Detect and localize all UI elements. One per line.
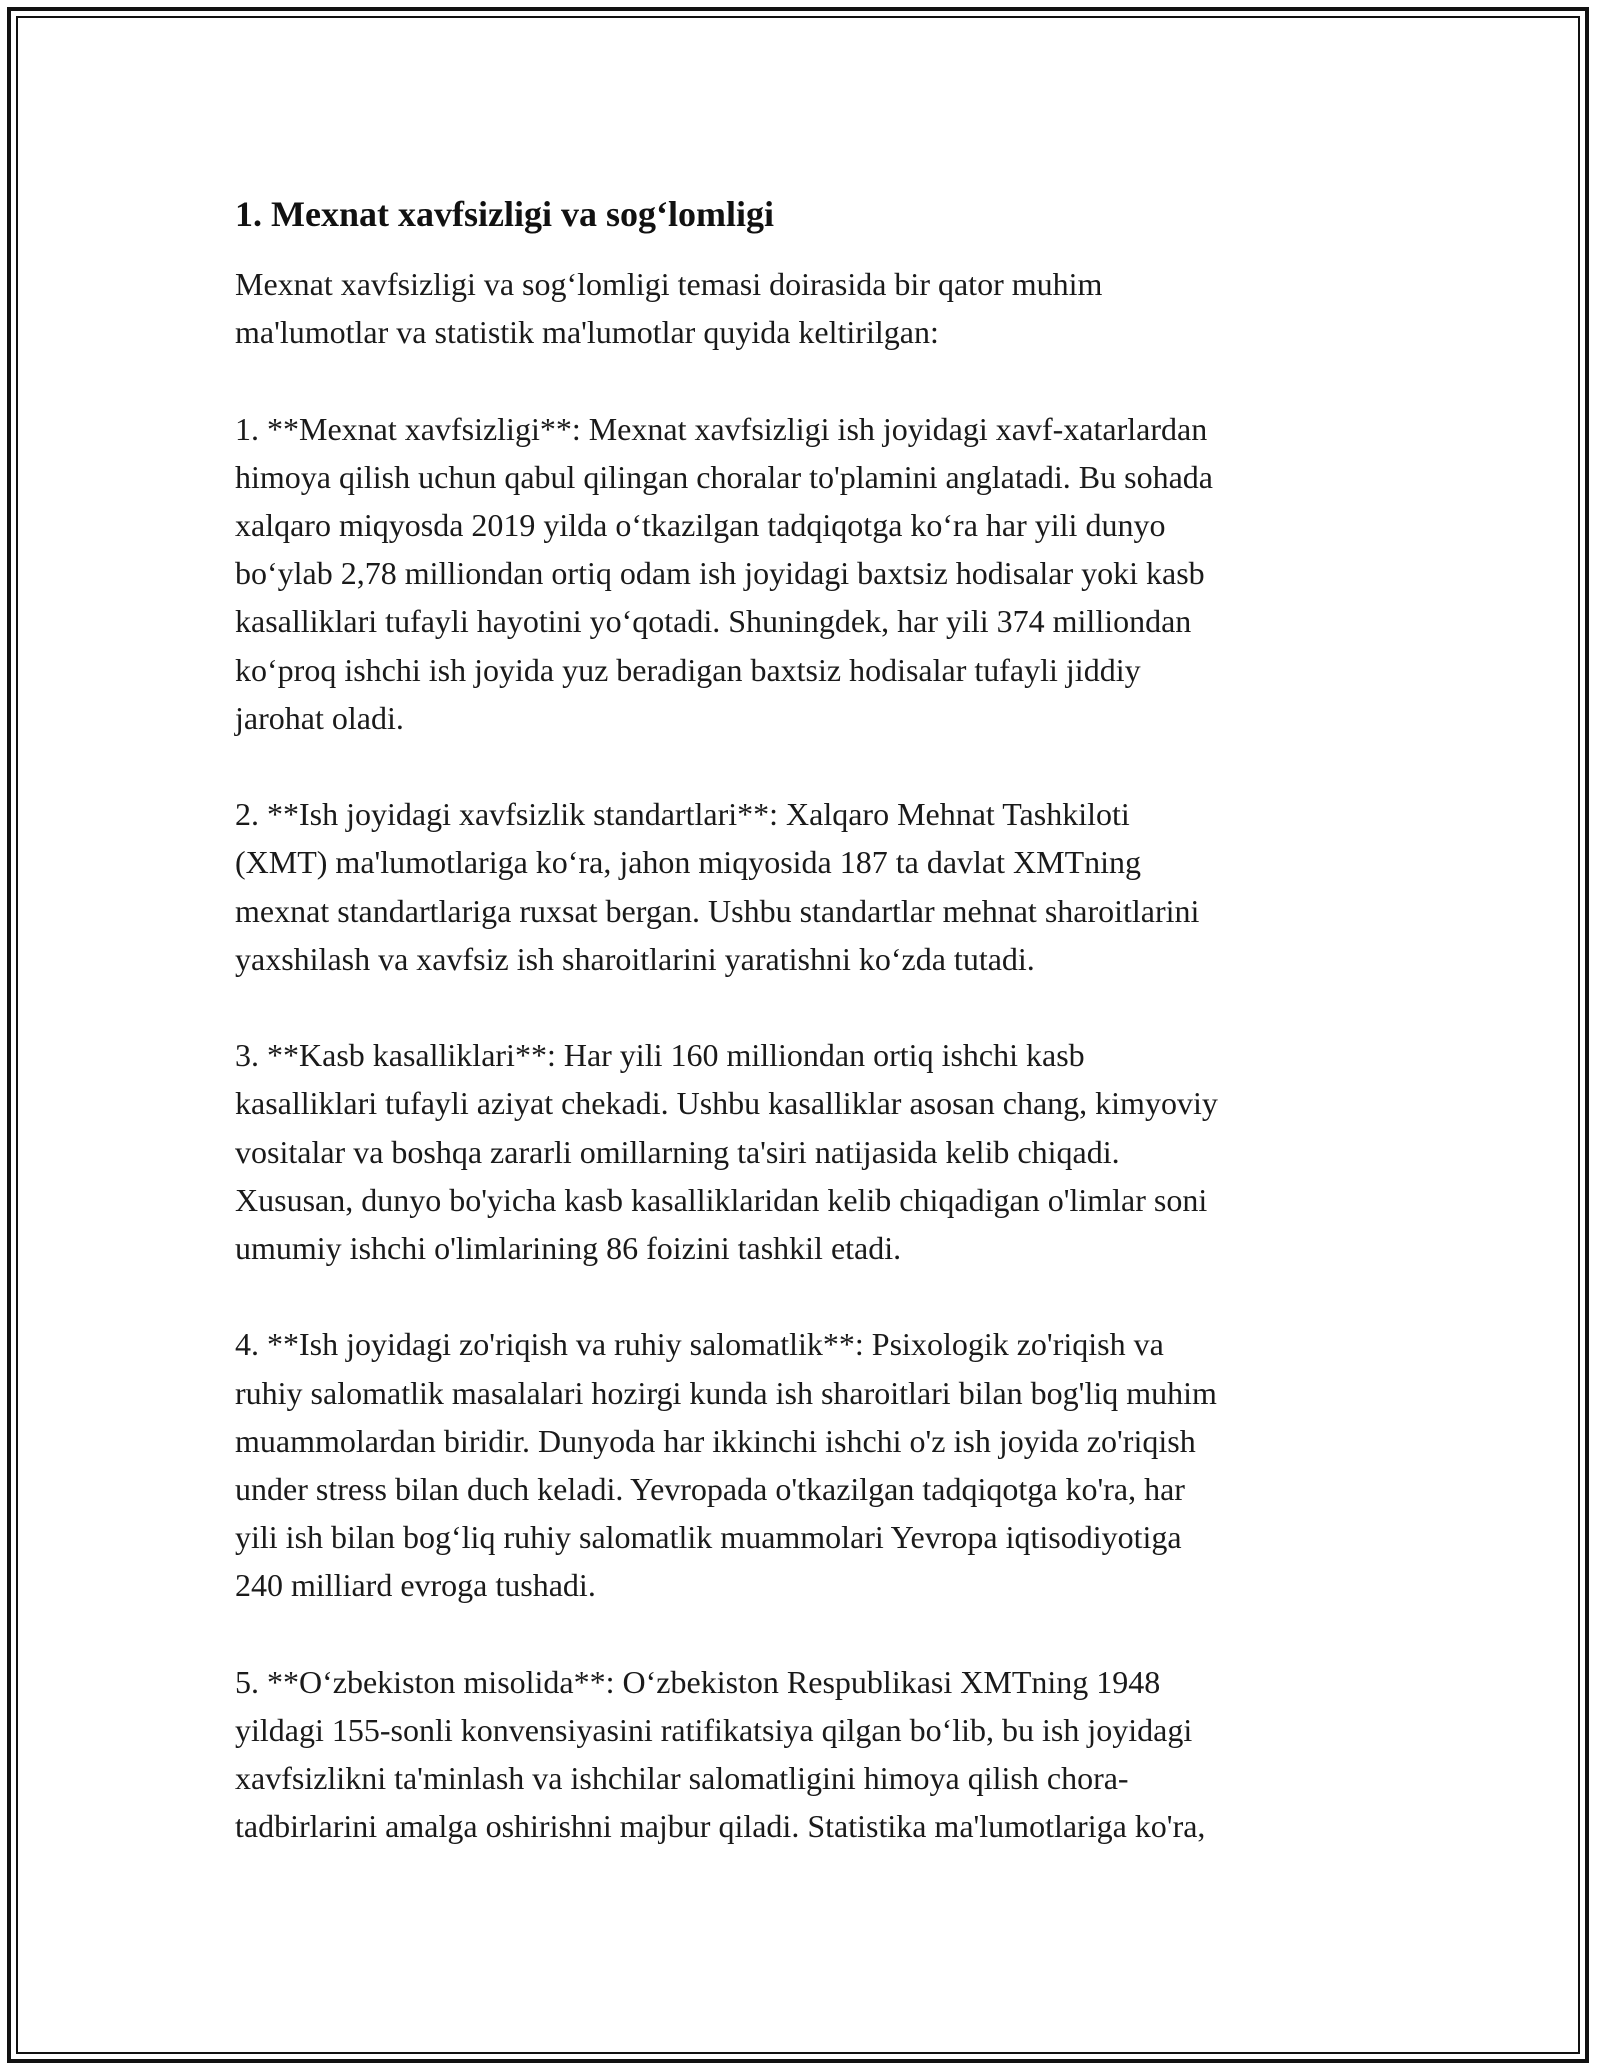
paragraph-ozbekiston-misolida: 5. **O‘zbekiston misolida**: O‘zbekiston Respublikasi XMTning 1948 yildagi 155-sonli konvensiyasini ratifikatsiya qilgan bo‘lib, bu ish joyidagi xavfsizlikni ta'minlash va ishchilar salomatligini himoya qilish chora- tadbirlarini amalga oshirishni majbur qiladi. Statistika ma'lumotlariga ko'ra, <box>235 1663 1206 1845</box>
section-heading: 1. Mexnat xavfsizligi va sog‘lomligi <box>235 194 774 234</box>
paragraph-xavfsizlik-standartlari: 2. **Ish joyidagi xavfsizlik standartlari**: Xalqaro Mehnat Tashkiloti (XMT) ma'lumotlariga ko‘ra, jahon miqyosida 187 ta davlat XMTning mexnat standartlariga ruxsat bergan. Ushbu standartlar mehnat sharoitlarini yaxshilash va xavfsiz ish sharoitlarini yaratishni ko‘zda tutadi. <box>235 796 1200 977</box>
document-body <box>235 188 1380 1899</box>
intro-paragraph: Mexnat xavfsizligi va sog‘lomligi temasi doirasida bir qator muhim ma'lumotlar va statistik ma'lumotlar quyida keltirilgan: <box>235 266 1103 351</box>
paragraph-ruhiy-salomatlik: 4. **Ish joyidagi zo'riqish va ruhiy salomatlik**: Psixologik zo'riqish va ruhiy salomatlik masalalari hozirgi kunda ish sharoitlari bilan bog'liq muhim muammolardan biridir. Dunyoda har ikkinchi ishchi o'z ish joyida zo'riqish under stress bilan duch keladi. Yevropada o'tkazilgan tadqiqotga ko'ra, har yili ish bilan bog‘liq ruhiy salomatlik muammolari Yevropa iqtisodiyotiga 240 milliard evroga tushadi. <box>235 1326 1217 1604</box>
paragraph-kasb-kasalliklari: 3. **Kasb kasalliklari**: Har yili 160 milliondan ortiq ishchi kasb kasalliklari tufayli aziyat chekadi. Ushbu kasalliklar asosan chang, kimyoviy vositalar va boshqa zararli omillarning ta'siri natijasida kelib chiqadi. Xususan, dunyo bo'yicha kasb kasalliklaridan kelib chiqadigan o'limlar soni umumiy ishchi o'limlarining 86 foizini tashkil etadi. <box>235 1037 1218 1267</box>
paragraph-mexnat-xavfsizligi: 1. **Mexnat xavfsizligi**: Mexnat xavfsizligi ish joyidagi xavf-xatarlardan himoya qilish uchun qabul qilingan choralar to'plamini anglatadi. Bu sohada xalqaro miqyosda 2019 yilda o‘tkazilgan tadqiqotga ko‘ra har yili dunyo bo‘ylab 2,78 milliondan ortiq odam ish joyidagi baxtsiz hodisalar yoki kasb kasalliklari tufayli hayotini yo‘qotadi. Shuningdek, har yili 374 milliondan ko‘proq ishchi ish joyida yuz beradigan baxtsiz hodisalar tufayli jiddiy jarohat oladi. <box>235 410 1213 736</box>
